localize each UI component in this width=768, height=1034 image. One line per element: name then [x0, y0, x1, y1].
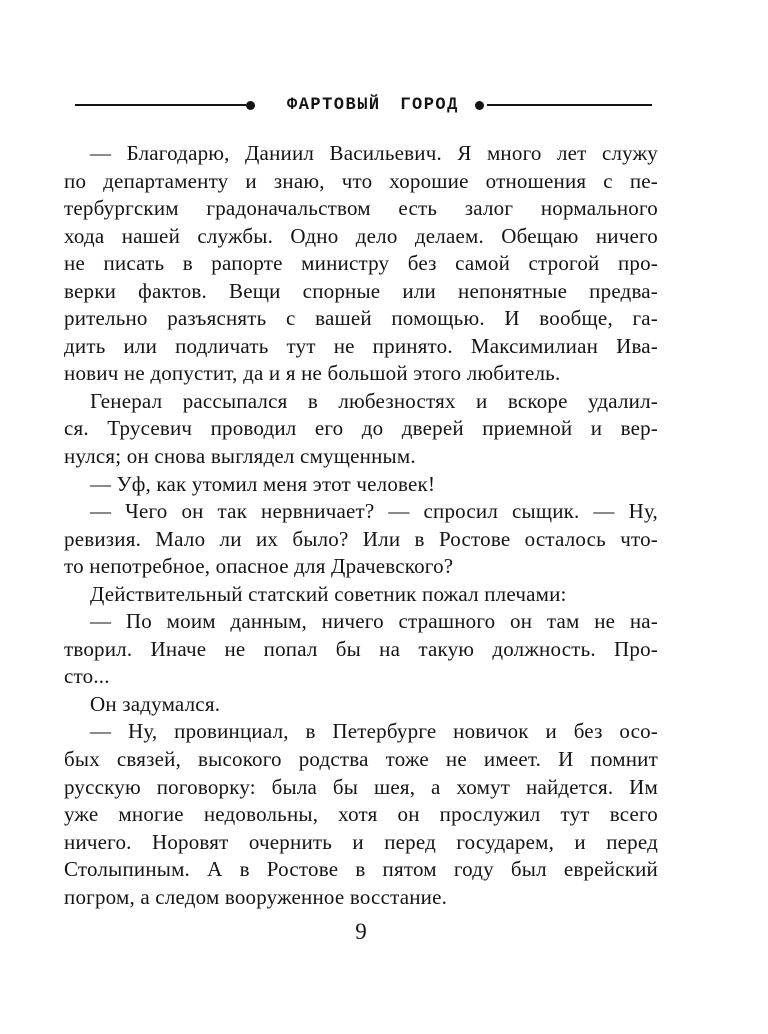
text-line: погром, а следом вооруженное восстание.	[64, 884, 448, 909]
text-line: — Чего он так нервничает? — спросил сыщик. — Ну,	[90, 499, 658, 524]
text-line: — Уф, как утомил меня этот человек!	[90, 471, 436, 496]
text-line: не писать в рапорте министру без самой строгой про-	[64, 251, 658, 276]
text-line: русскую поговорку: была бы шея, а хомут найдется. Им	[64, 774, 658, 799]
paragraph	[64, 140, 658, 388]
text-line: Столыпиным. А в Ростове в пятом году был еврейский	[64, 857, 658, 882]
text-line: дить или подличать тут не принято. Максимилиан Ива-	[64, 333, 658, 358]
text-line: Он задумался.	[90, 691, 221, 716]
text-line: — По моим данным, ничего страшного он там не на-	[90, 609, 658, 634]
text-line: Действительный статский советник пожал плечами:	[90, 581, 567, 606]
text-line: ничего. Норовят очернить и перед государем, и перед	[64, 829, 658, 854]
paragraph	[64, 498, 658, 581]
head-rule-right	[487, 104, 652, 106]
text-line: сто...	[64, 664, 110, 689]
book-title: ФАРТОВЫЙ ГОРОД	[287, 95, 459, 115]
head-rule-left	[75, 104, 246, 106]
paragraph	[64, 388, 658, 471]
text-line: хода нашей службы. Одно дело делаем. Обещаю ничего	[64, 223, 658, 248]
text-line: по департаменту и знаю, что хорошие отношения с пе-	[64, 168, 658, 193]
page-number: 9	[355, 919, 367, 944]
text-line: верки фактов. Вещи спорные или непонятные предва-	[64, 278, 658, 303]
body-text	[64, 140, 658, 911]
bullet-dot-icon	[475, 101, 484, 110]
text-line: нович не допустит, да и я не большой этого любитель.	[64, 361, 561, 386]
text-line: творил. Иначе не попал бы на такую должность. Про-	[64, 636, 658, 661]
text-line: уже многие недовольны, хотя он прослужил тут всего	[64, 802, 658, 827]
text-line: рительно разъяснять с вашей помощью. И вообще, га-	[64, 306, 658, 331]
text-line: Генерал рассыпался в любезностях и вскоре удалил-	[90, 388, 658, 413]
text-line: ся. Трусевич проводил его до дверей приемной и вер-	[64, 416, 658, 441]
text-line: ревизия. Мало ли их было? Или в Ростове осталось что-	[64, 526, 658, 551]
text-line: то непотребное, опасное для Драчевского?	[64, 554, 454, 579]
text-line: нулся; он снова выглядел смущенным.	[64, 444, 416, 469]
text-line: — Ну, провинциал, в Петербурге новичок и без осо-	[90, 719, 658, 744]
paragraph	[64, 691, 658, 719]
paragraph	[64, 608, 658, 691]
text-line: бых связей, высокого родства тоже не имеет. И помнит	[64, 747, 658, 772]
text-line: — Благодарю, Даниил Васильевич. Я много лет служу	[90, 141, 658, 165]
text-line: тербургским градоначальством есть залог нормального	[64, 196, 658, 221]
paragraph	[64, 581, 658, 609]
running-head	[75, 95, 652, 115]
bullet-dot-icon	[246, 101, 255, 110]
paragraph	[64, 718, 658, 911]
paragraph	[64, 471, 658, 499]
